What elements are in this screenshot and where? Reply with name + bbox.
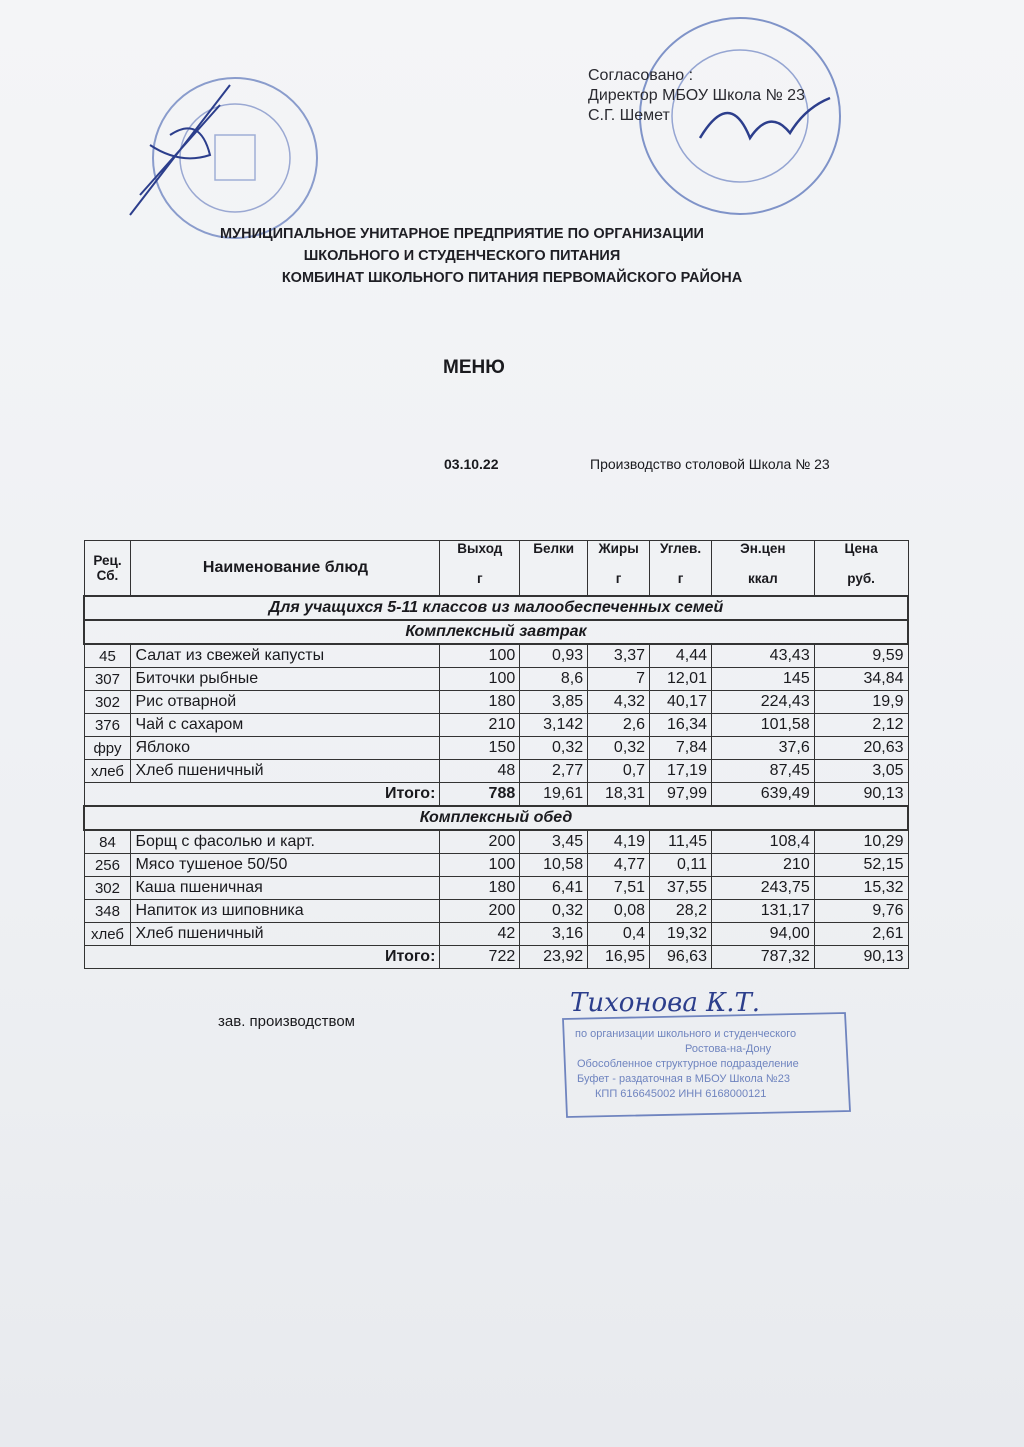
col-protein: Белки (520, 541, 588, 597)
signature: Тихонова К.Т. (570, 988, 761, 1018)
yield: 200 (440, 830, 520, 854)
table-row (84, 830, 908, 854)
carbs: 17,19 (650, 760, 712, 783)
energy: 243,75 (711, 877, 814, 900)
dish-name: Рис отварной (131, 691, 440, 714)
table-row (84, 644, 908, 668)
col-yield-1: Выход (457, 541, 503, 556)
recipe-code: 376 (84, 714, 131, 737)
recipe-code: хлеб (84, 923, 131, 946)
fat: 0,7 (588, 760, 650, 783)
recipe-code: 348 (84, 900, 131, 923)
carbs: 7,84 (650, 737, 712, 760)
stamp-line-1: по организации школьного и студенческого (575, 1028, 797, 1040)
col-price (814, 541, 908, 597)
protein: 2,77 (520, 760, 588, 783)
recipe-code: 45 (84, 644, 131, 668)
yield: 210 (440, 714, 520, 737)
fat: 2,6 (588, 714, 650, 737)
signature-left (110, 75, 260, 225)
price: 34,84 (814, 668, 908, 691)
section-title: Комплексный завтрак (84, 620, 908, 644)
table-row (84, 691, 908, 714)
protein: 3,16 (520, 923, 588, 946)
group-title: Для учащихся 5-11 классов из малообеспеченных семей (84, 596, 908, 620)
org-line-1: МУНИЦИПАЛЬНОЕ УНИТАРНОЕ ПРЕДПРИЯТИЕ ПО ОРГАНИЗАЦИИ (220, 226, 704, 242)
recipe-code: фру (84, 737, 131, 760)
recipe-code: 307 (84, 668, 131, 691)
col-yield-2: г (477, 571, 483, 586)
table-row (84, 737, 908, 760)
approval-line-3: С.Г. Шемет (588, 107, 670, 124)
section-title: Комплексный обед (84, 806, 908, 830)
carbs: 11,45 (650, 830, 712, 854)
fat: 4,19 (588, 830, 650, 854)
yield: 200 (440, 900, 520, 923)
carbs: 16,34 (650, 714, 712, 737)
stamp-line-4: Буфет - раздаточная в МБОУ Школа №23 (577, 1073, 790, 1085)
price: 9,59 (814, 644, 908, 668)
protein: 0,32 (520, 737, 588, 760)
col-fat (588, 541, 650, 597)
col-carbs-1: Углев. (659, 541, 702, 556)
col-carbs (650, 541, 712, 597)
fat: 4,77 (588, 854, 650, 877)
total-value: 19,61 (520, 783, 588, 807)
production-label: Производство столовой Школа № 23 (590, 456, 830, 472)
carbs: 19,32 (650, 923, 712, 946)
total-value: 23,92 (520, 946, 588, 969)
yield: 100 (440, 668, 520, 691)
total-value: 16,95 (588, 946, 650, 969)
price: 3,05 (814, 760, 908, 783)
col-energy (711, 541, 814, 597)
fat: 0,08 (588, 900, 650, 923)
protein: 8,6 (520, 668, 588, 691)
energy: 108,4 (711, 830, 814, 854)
energy: 131,17 (711, 900, 814, 923)
stamp-line-5: КПП 616645002 ИНН 6168000121 (595, 1088, 767, 1100)
menu-date: 03.10.22 (444, 456, 499, 472)
energy: 43,43 (711, 644, 814, 668)
dish-name: Напиток из шиповника (131, 900, 440, 923)
total-value: 96,63 (650, 946, 712, 969)
table-header (84, 541, 908, 597)
yield: 42 (440, 923, 520, 946)
carbs: 40,17 (650, 691, 712, 714)
price: 2,61 (814, 923, 908, 946)
total-value: 787,32 (711, 946, 814, 969)
protein: 0,32 (520, 900, 588, 923)
price: 2,12 (814, 714, 908, 737)
recipe-code: 256 (84, 854, 131, 877)
dish-name: Салат из свежей капусты (131, 644, 440, 668)
total-row (84, 783, 908, 807)
col-code (84, 541, 131, 597)
protein: 3,142 (520, 714, 588, 737)
total-value: 90,13 (814, 783, 908, 807)
yield: 150 (440, 737, 520, 760)
protein: 3,45 (520, 830, 588, 854)
price: 52,15 (814, 854, 908, 877)
fat: 3,37 (588, 644, 650, 668)
price: 15,32 (814, 877, 908, 900)
approval-line-2: Директор МБОУ Школа № 23 (588, 87, 805, 104)
energy: 101,58 (711, 714, 814, 737)
dish-name: Каша пшеничная (131, 877, 440, 900)
col-name: Наименование блюд (131, 541, 440, 597)
col-fat-2: г (615, 571, 622, 586)
carbs: 12,01 (650, 668, 712, 691)
carbs: 0,11 (650, 854, 712, 877)
yield: 180 (440, 691, 520, 714)
total-row (84, 946, 908, 969)
protein: 10,58 (520, 854, 588, 877)
carbs: 4,44 (650, 644, 712, 668)
fat: 0,4 (588, 923, 650, 946)
dish-name: Хлеб пшеничный (131, 923, 440, 946)
energy: 37,6 (711, 737, 814, 760)
fat: 7 (588, 668, 650, 691)
col-code-2: Сб. (96, 568, 119, 583)
stamp-line-3: Обособленное структурное подразделение (577, 1058, 799, 1070)
rectangular-stamp (555, 985, 855, 1120)
org-line-2: ШКОЛЬНОГО И СТУДЕНЧЕСКОГО ПИТАНИЯ (303, 248, 621, 264)
protein: 6,41 (520, 877, 588, 900)
col-fat-1: Жиры (598, 541, 639, 556)
col-energy-1: Эн.цен (740, 541, 786, 556)
col-price-2: руб. (847, 571, 875, 586)
recipe-code: 84 (84, 830, 131, 854)
protein: 3,85 (520, 691, 588, 714)
total-value: 97,99 (650, 783, 712, 807)
total-value: 18,31 (588, 783, 650, 807)
yield: 100 (440, 854, 520, 877)
menu-table (83, 540, 909, 969)
yield: 48 (440, 760, 520, 783)
dish-name: Чай с сахаром (131, 714, 440, 737)
recipe-code: 302 (84, 691, 131, 714)
col-carbs-2: г (677, 571, 684, 586)
total-label: Итого: (84, 946, 440, 969)
table-row (84, 760, 908, 783)
recipe-code: хлеб (84, 760, 131, 783)
table-row (84, 877, 908, 900)
energy: 224,43 (711, 691, 814, 714)
protein: 0,93 (520, 644, 588, 668)
col-energy-2: ккал (748, 571, 778, 586)
price: 20,63 (814, 737, 908, 760)
dish-name: Борщ с фасолью и карт. (131, 830, 440, 854)
total-value: 788 (440, 783, 520, 807)
approval-block (588, 66, 805, 126)
price: 10,29 (814, 830, 908, 854)
energy: 145 (711, 668, 814, 691)
table-row (84, 668, 908, 691)
dish-name: Хлеб пшеничный (131, 760, 440, 783)
table-row (84, 854, 908, 877)
carbs: 37,55 (650, 877, 712, 900)
price: 9,76 (814, 900, 908, 923)
yield: 180 (440, 877, 520, 900)
col-yield (440, 541, 520, 597)
table-row (84, 923, 908, 946)
dish-name: Мясо тушеное 50/50 (131, 854, 440, 877)
footer-label: зав. производством (218, 1013, 355, 1030)
energy: 87,45 (711, 760, 814, 783)
col-code-1: Рец. (93, 553, 122, 568)
table-row (84, 714, 908, 737)
stamp-line-2: Ростова-на-Дону (685, 1043, 772, 1055)
fat: 4,32 (588, 691, 650, 714)
price: 19,9 (814, 691, 908, 714)
org-line-3: КОМБИНАТ ШКОЛЬНОГО ПИТАНИЯ ПЕРВОМАЙСКОГО РАЙОНА (281, 270, 743, 286)
fat: 7,51 (588, 877, 650, 900)
total-value: 639,49 (711, 783, 814, 807)
total-value: 722 (440, 946, 520, 969)
col-price-1: Цена (844, 541, 878, 556)
carbs: 28,2 (650, 900, 712, 923)
dish-name: Яблоко (131, 737, 440, 760)
approval-line-1: Согласовано : (588, 67, 694, 84)
total-label: Итого: (84, 783, 440, 807)
page-title: МЕНЮ (443, 357, 505, 378)
energy: 94,00 (711, 923, 814, 946)
yield: 100 (440, 644, 520, 668)
table-row (84, 900, 908, 923)
fat: 0,32 (588, 737, 650, 760)
recipe-code: 302 (84, 877, 131, 900)
total-value: 90,13 (814, 946, 908, 969)
dish-name: Биточки рыбные (131, 668, 440, 691)
energy: 210 (711, 854, 814, 877)
